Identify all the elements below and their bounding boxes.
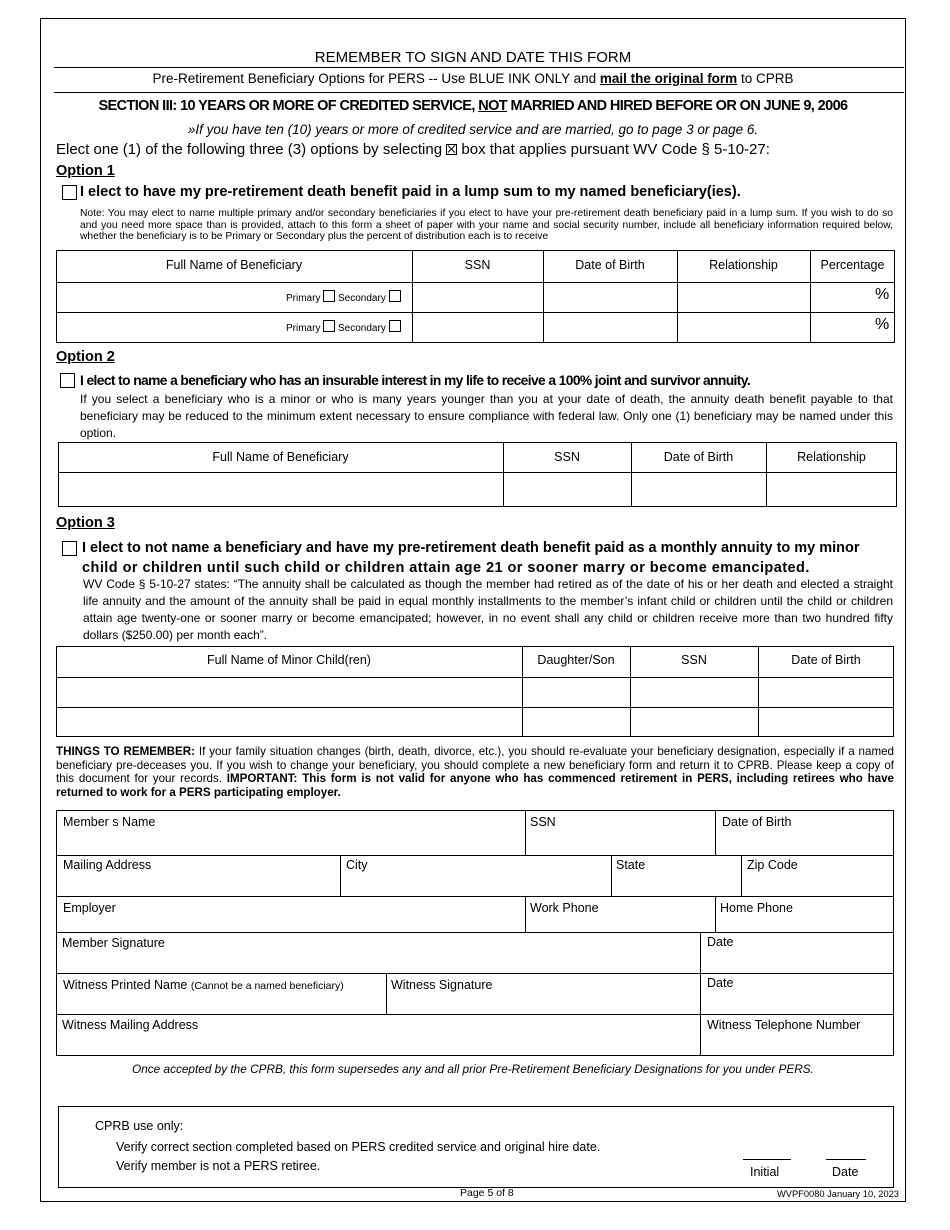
opt2-col-name: Full Name of Beneficiary — [212, 450, 349, 464]
member-signature-field[interactable]: Member Signature — [62, 936, 165, 950]
city-field[interactable]: City — [346, 858, 368, 872]
opt2-col-dob: Date of Birth — [663, 450, 734, 464]
witness-address-field[interactable]: Witness Mailing Address — [62, 1018, 199, 1032]
elect-instruction: Elect one (1) of the following three (3) options by selecting box that applies pursuant WV Code § 5-10-27: — [56, 141, 770, 158]
option3-note: WV Code § 5-10-27 states: “The annuity shall be calculated as though the member had retired as of the date of his or her death and elected a straight life annuity and the amount of the annuity shall be paid in equal monthly installments to the member’s infant child or children until the child or children attain age twenty-one or sooner marry or become emancipated; however, in no event shall any child or children receive more than two hundred fifty dollars ($250.00) per month each”. — [83, 577, 893, 642]
cprb-date-label: Date — [832, 1165, 859, 1179]
cprb-verify-retiree: Verify member is not a PERS retiree. — [116, 1159, 321, 1173]
option2-statement: I elect to name a beneficiary who has an insurable interest in my life to receive a 100% joint and survivor annuity. — [80, 373, 751, 388]
married-note: »If you have ten (10) years or more of credited service and are married, go to page 3 or page 6. — [187, 122, 759, 137]
member-dob-field[interactable]: Date of Birth — [722, 815, 792, 829]
opt3-col-ssn: SSN — [681, 653, 707, 667]
option2-checkbox[interactable] — [60, 373, 75, 388]
cprb-verify-section: Verify correct section completed based on PERS credited service and original hire date. — [116, 1140, 601, 1154]
mailing-address-field[interactable]: Mailing Address — [63, 858, 152, 872]
witness-phone-field[interactable]: Witness Telephone Number — [707, 1018, 861, 1032]
opt2-col-relationship: Relationship — [797, 450, 866, 464]
opt3-col-dob: Date of Birth — [791, 653, 861, 667]
opt3-col-name: Full Name of Minor Child(ren) — [207, 653, 371, 667]
form-id: WVPF0080 January 10, 2023 — [777, 1189, 899, 1199]
primary-checkbox[interactable] — [323, 320, 335, 332]
opt1-col-name: Full Name of Beneficiary — [165, 258, 303, 272]
supersede-note: Once accepted by the CPRB, this form supersedes any and all prior Pre-Retirement Beneficiary Designations for you under PERS. — [132, 1062, 814, 1076]
option1-note: Note: You may elect to name multiple primary and/or secondary beneficiaries if you elect to have your pre-retirement death beneficiary paid in a lump sum. If you wish to do so and you need more space than is provided, attach to this form a sheet of paper with your name and social security number, include all beneficiary information required below, whether the beneficiary is to be Primary or Secondary plus the percent of distribution each is to receive — [80, 208, 893, 242]
option3-heading: Option 3 — [56, 515, 115, 531]
option3-statement-2: child or children until such child or children attain age 21 or sooner marry or become emancipated. — [82, 560, 810, 576]
state-field[interactable]: State — [616, 858, 646, 872]
opt1-row1-pct: % — [875, 286, 890, 303]
zip-code-field[interactable]: Zip Code — [747, 858, 798, 872]
member-ssn-field[interactable]: SSN — [530, 815, 556, 829]
witness-printed-name-field[interactable]: Witness Printed Name (Cannot be a named beneficiary) — [63, 978, 344, 992]
opt2-col-ssn: SSN — [554, 450, 580, 464]
secondary-checkbox[interactable] — [389, 290, 401, 302]
opt1-col-ssn: SSN — [464, 258, 491, 272]
work-phone-field[interactable]: Work Phone — [530, 901, 599, 915]
signature-date-field[interactable]: Date — [707, 935, 734, 949]
checked-box-icon — [446, 144, 457, 155]
witness-signature-field[interactable]: Witness Signature — [391, 978, 493, 992]
section-title: SECTION III: 10 YEARS OR MORE OF CREDITED SERVICE, NOT MARRIED AND HIRED BEFORE OR ON JUNE 9, 2006 — [98, 98, 848, 114]
opt1-row1-primary: Primary Secondary — [286, 290, 401, 304]
primary-checkbox[interactable] — [323, 290, 335, 302]
cprb-title: CPRB use only: — [95, 1119, 184, 1133]
opt1-row2-pct: % — [875, 316, 890, 333]
opt1-col-dob: Date of Birth — [575, 258, 645, 272]
things-to-remember: THINGS TO REMEMBER: If your family situation changes (birth, death, divorce, etc.), you should re-evaluate your beneficiary designation, especially if a named beneficiary pre-deceases you. If you wish to change your beneficiary, you should complete a new beneficiary form and return it to CPRB. Please keep a copy of this document for your records. IMPORTANT: This form is not valid for anyone who has commenced retirement in PERS, including retirees who have returned to work for a PERS participating employer. — [56, 745, 894, 799]
option1-heading: Option 1 — [56, 163, 115, 179]
option1-checkbox[interactable] — [62, 185, 77, 200]
option3-checkbox[interactable] — [62, 541, 77, 556]
option3-statement-1: I elect to not name a beneficiary and have my pre-retirement death benefit paid as a monthly annuity to my minor — [82, 540, 860, 556]
opt1-col-percentage: Percentage — [820, 258, 885, 272]
opt3-col-gender: Daughter/Son — [537, 653, 615, 667]
employer-field[interactable]: Employer — [63, 901, 116, 915]
sign-reminder: REMEMBER TO SIGN AND DATE THIS FORM — [314, 49, 632, 66]
option2-heading: Option 2 — [56, 349, 115, 365]
member-name-field[interactable]: Member s Name — [63, 815, 156, 829]
form-subtitle: Pre-Retirement Beneficiary Options for PERS -- Use BLUE INK ONLY and mail the original form to CPRB — [152, 71, 794, 86]
witness-date-field[interactable]: Date — [707, 976, 734, 990]
opt1-col-relationship: Relationship — [709, 258, 778, 272]
opt1-row2-primary: Primary Secondary — [286, 320, 401, 334]
option2-note: If you select a beneficiary who is a minor or who is many years younger than you at your date of death, the annuity death benefit payable to that beneficiary may be reduced to the minimum extent necessary to ensure compliance with federal law. Only one (1) beneficiary may be named under this option. — [80, 392, 893, 440]
page-number: Page 5 of 8 — [460, 1187, 514, 1199]
cprb-initial-label: Initial — [750, 1165, 780, 1179]
option1-statement: I elect to have my pre-retirement death benefit paid in a lump sum to my named beneficiary(ies). — [80, 184, 741, 200]
home-phone-field[interactable]: Home Phone — [720, 901, 793, 915]
secondary-checkbox[interactable] — [389, 320, 401, 332]
